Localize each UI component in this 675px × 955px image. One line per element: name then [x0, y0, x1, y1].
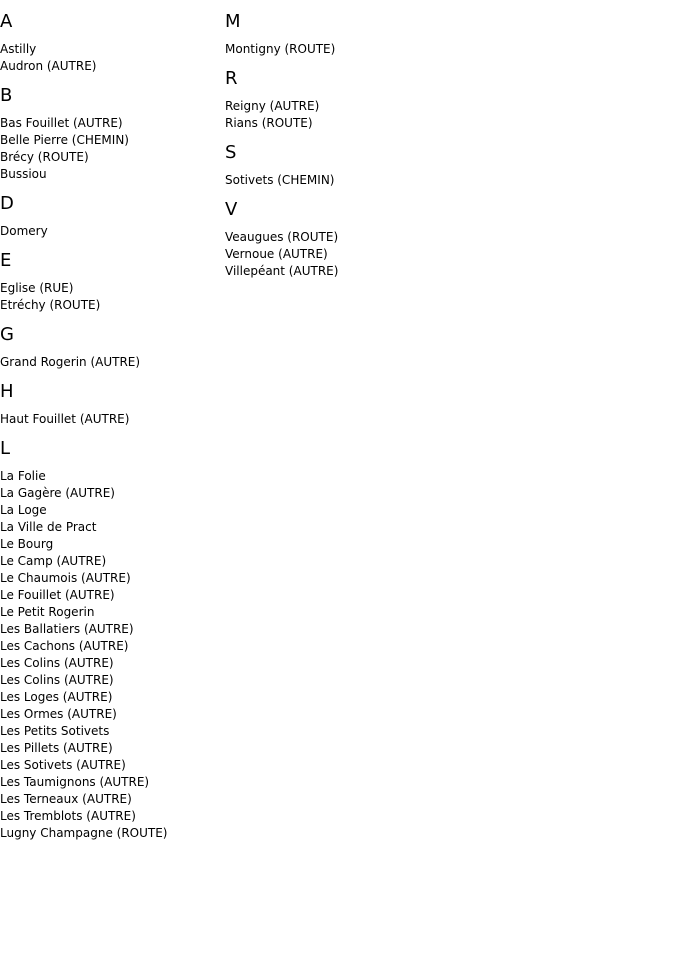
street-list-item: Sotivets (CHEMIN)	[225, 173, 335, 187]
street-list-item: La Loge	[0, 503, 47, 517]
street-list-item: Les Colins (AUTRE)	[0, 656, 114, 670]
street-list-item: Les Cachons (AUTRE)	[0, 639, 129, 653]
street-list	[0, 468, 220, 842]
letter-group-g	[0, 324, 220, 371]
street-list	[225, 41, 525, 58]
street-list-item: Haut Fouillet (AUTRE)	[0, 412, 130, 426]
group-letter-heading: B	[0, 85, 13, 106]
letter-group-d	[0, 193, 220, 240]
group-letter-heading: R	[225, 68, 238, 89]
letter-group-h	[0, 381, 220, 428]
street-list-item: Le Petit Rogerin	[0, 605, 95, 619]
letter-group-e	[0, 250, 220, 314]
group-letter-heading: L	[0, 438, 11, 459]
street-list-item: Les Pillets (AUTRE)	[0, 741, 113, 755]
street-list-item: Vernoue (AUTRE)	[225, 247, 328, 261]
letter-group-a	[0, 11, 220, 75]
street-list-item: Lugny Champagne (ROUTE)	[0, 826, 168, 840]
group-letter-heading: E	[0, 250, 12, 271]
letter-group-v	[225, 199, 525, 280]
group-letter-heading: M	[225, 11, 241, 32]
street-list	[225, 172, 525, 189]
street-list-item: Eglise (RUE)	[0, 281, 74, 295]
street-list-item: Le Bourg	[0, 537, 54, 551]
street-list	[0, 41, 220, 75]
street-list	[0, 223, 220, 240]
street-list-item: Les Ballatiers (AUTRE)	[0, 622, 134, 636]
street-list-item: Le Camp (AUTRE)	[0, 554, 107, 568]
letter-group-l	[0, 438, 220, 842]
street-list-item: Les Colins (AUTRE)	[0, 673, 114, 687]
street-list	[0, 411, 220, 428]
street-list-item: Les Ormes (AUTRE)	[0, 707, 117, 721]
street-list	[0, 280, 220, 314]
street-list-item: La Gagère (AUTRE)	[0, 486, 115, 500]
letter-group-r	[225, 68, 525, 132]
street-list	[0, 115, 220, 183]
street-list-item: Astilly	[0, 42, 37, 56]
street-list	[225, 98, 525, 132]
street-list-item: Rians (ROUTE)	[225, 116, 313, 130]
group-letter-heading: H	[0, 381, 14, 402]
street-list-item: Les Taumignons (AUTRE)	[0, 775, 150, 789]
street-list-item: Le Fouillet (AUTRE)	[0, 588, 115, 602]
street-list-item: Belle Pierre (CHEMIN)	[0, 133, 129, 147]
street-list-item: Domery	[0, 224, 48, 238]
group-letter-heading: A	[0, 11, 13, 32]
street-list-item: Les Terneaux (AUTRE)	[0, 792, 132, 806]
group-letter-heading: V	[225, 199, 238, 220]
street-list	[0, 354, 220, 371]
street-list-item: Bussiou	[0, 167, 47, 181]
street-list-item: Montigny (ROUTE)	[225, 42, 336, 56]
group-letter-heading: G	[0, 324, 14, 345]
street-list-item: Reigny (AUTRE)	[225, 99, 320, 113]
street-list-item: Grand Rogerin (AUTRE)	[0, 355, 141, 369]
street-list-item: Brécy (ROUTE)	[0, 150, 89, 164]
street-list-item: Le Chaumois (AUTRE)	[0, 571, 131, 585]
street-list	[225, 229, 525, 280]
street-list-item: Villepéant (AUTRE)	[225, 264, 339, 278]
street-list-item: Veaugues (ROUTE)	[225, 230, 339, 244]
street-list-item: Audron (AUTRE)	[0, 59, 97, 73]
street-index-column-left	[0, 11, 220, 852]
street-list-item: La Ville de Pract	[0, 520, 97, 534]
letter-group-s	[225, 142, 525, 189]
group-letter-heading: D	[0, 193, 14, 214]
letter-group-b	[0, 85, 220, 183]
group-letter-heading: S	[225, 142, 237, 163]
street-list-item: Etréchy (ROUTE)	[0, 298, 101, 312]
street-list-item: Les Petits Sotivets	[0, 724, 110, 738]
street-list-item: La Folie	[0, 469, 46, 483]
street-list-item: Les Loges (AUTRE)	[0, 690, 113, 704]
street-index-column-right	[225, 11, 525, 290]
street-list-item: Les Sotivets (AUTRE)	[0, 758, 126, 772]
street-list-item: Bas Fouillet (AUTRE)	[0, 116, 123, 130]
street-list-item: Les Tremblots (AUTRE)	[0, 809, 136, 823]
letter-group-m	[225, 11, 525, 58]
